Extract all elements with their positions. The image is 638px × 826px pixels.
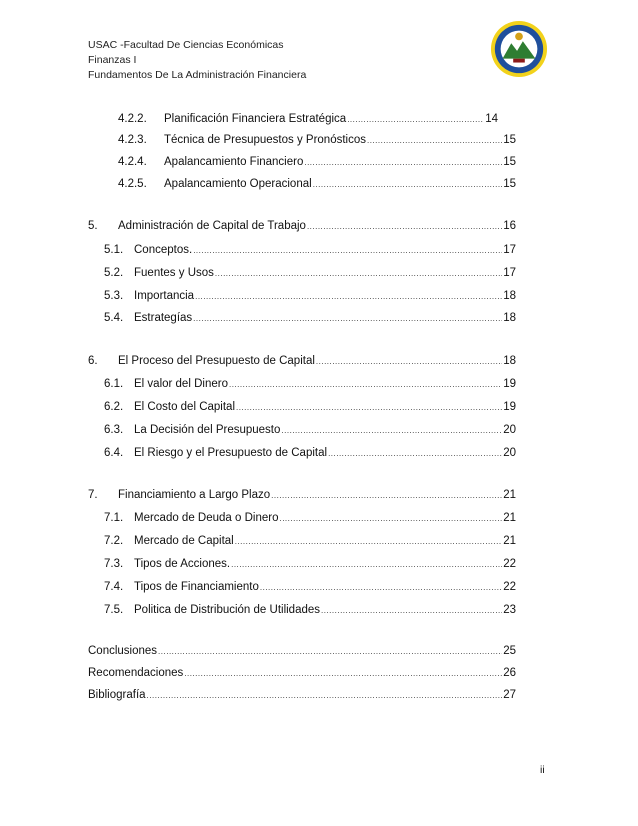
- toc-number: 7.2.: [104, 535, 124, 547]
- toc-leader: [281, 426, 502, 435]
- toc-leader: [158, 647, 502, 656]
- toc-title: Estrategías: [134, 312, 193, 324]
- toc-entry[interactable]: [104, 424, 516, 436]
- toc-page: 27: [503, 689, 516, 701]
- toc-title: La Decisión del Presupuesto: [134, 424, 281, 436]
- toc-leader: [316, 357, 502, 366]
- toc-number: 7.4.: [104, 581, 124, 593]
- toc-title: Recomendaciones: [88, 667, 184, 679]
- toc-number: 7.5.: [104, 604, 124, 616]
- toc-entry[interactable]: [104, 244, 516, 256]
- toc-number: 5.3.: [104, 290, 124, 302]
- toc-page: 22: [503, 558, 516, 570]
- toc-title: Administración de Capital de Trabajo: [118, 220, 306, 232]
- toc-page: 16: [503, 220, 516, 232]
- toc-entry[interactable]: [104, 312, 516, 324]
- toc-leader: [184, 669, 502, 678]
- toc-number: 6.4.: [104, 447, 124, 459]
- toc-title: Apalancamiento Operacional: [164, 178, 312, 190]
- toc-number: 4.2.2.: [118, 113, 147, 125]
- toc-page: 20: [503, 424, 516, 436]
- toc-title: Fuentes y Usos: [134, 267, 214, 279]
- toc-page: 23: [503, 604, 516, 616]
- university-seal-icon: [490, 20, 548, 78]
- page-number: ii: [540, 764, 545, 776]
- toc-entry[interactable]: [104, 290, 516, 302]
- toc-title: El Proceso del Presupuesto de Capital: [118, 355, 315, 367]
- page-header: [88, 38, 306, 83]
- toc-title: Conceptos.: [134, 244, 193, 256]
- toc-page: 18: [503, 355, 516, 367]
- toc-number: 7.: [88, 489, 98, 501]
- toc-number: 7.1.: [104, 512, 124, 524]
- toc-title: El valor del Dinero: [134, 378, 228, 390]
- toc-leader: [229, 380, 502, 389]
- toc-number: 4.2.3.: [118, 134, 147, 146]
- toc-leader: [193, 314, 502, 323]
- toc-entry[interactable]: [104, 267, 516, 279]
- toc-entry[interactable]: [104, 401, 516, 413]
- toc-entry[interactable]: [104, 558, 516, 570]
- toc-entry[interactable]: [88, 355, 516, 367]
- toc-entry[interactable]: [104, 512, 516, 524]
- toc-number: 4.2.5.: [118, 178, 147, 190]
- toc-entry[interactable]: [104, 581, 516, 593]
- toc-page: 21: [503, 489, 516, 501]
- toc-leader: [236, 403, 502, 412]
- toc-leader: [260, 583, 502, 592]
- toc-page: 15: [503, 134, 516, 146]
- toc-title: El Costo del Capital: [134, 401, 235, 413]
- toc-leader: [367, 136, 502, 145]
- toc-number: 5.: [88, 220, 98, 232]
- toc-number: 6.2.: [104, 401, 124, 413]
- toc-title: Importancia: [134, 290, 195, 302]
- toc-entry[interactable]: [118, 156, 516, 168]
- toc-entry[interactable]: [118, 113, 498, 125]
- toc-page: 15: [503, 156, 516, 168]
- toc-number: 5.2.: [104, 267, 124, 279]
- toc-entry[interactable]: [88, 489, 516, 501]
- toc-page: 21: [503, 535, 516, 547]
- toc-entry[interactable]: [88, 220, 516, 232]
- toc-page: 18: [503, 290, 516, 302]
- toc-leader: [313, 180, 503, 189]
- toc-title: Planificación Financiera Estratégica: [164, 113, 347, 125]
- toc-leader: [321, 606, 502, 615]
- toc-leader: [195, 292, 502, 301]
- toc-leader: [271, 491, 502, 500]
- toc-number: 4.2.4.: [118, 156, 147, 168]
- toc-number: 5.1.: [104, 244, 124, 256]
- toc-leader: [193, 246, 502, 255]
- toc-leader: [307, 222, 502, 231]
- toc-entry[interactable]: [88, 689, 516, 701]
- toc-entry[interactable]: [88, 667, 516, 679]
- toc-page: 14: [485, 113, 498, 125]
- toc-page: 22: [503, 581, 516, 593]
- toc-leader: [347, 115, 484, 124]
- toc-leader: [328, 449, 502, 458]
- toc-leader: [231, 560, 502, 569]
- toc-page: 26: [503, 667, 516, 679]
- toc-title: Politica de Distribución de Utilidades: [134, 604, 321, 616]
- toc-entry[interactable]: [118, 178, 516, 190]
- toc-page: 19: [503, 378, 516, 390]
- toc-number: 5.4.: [104, 312, 124, 324]
- toc-page: 20: [503, 447, 516, 459]
- toc-title: Tipos de Financiamiento: [134, 581, 259, 593]
- toc-page: 19: [503, 401, 516, 413]
- toc-page: 21: [503, 512, 516, 524]
- toc-title: Bibliografía: [88, 689, 146, 701]
- header-institution: USAC -Facultad De Ciencias Económicas: [88, 39, 284, 51]
- toc-title: Mercado de Capital: [134, 535, 234, 547]
- toc-number: 6.1.: [104, 378, 124, 390]
- toc-page: 17: [503, 244, 516, 256]
- toc-title: Mercado de Deuda o Dinero: [134, 512, 279, 524]
- toc-entry[interactable]: [104, 604, 516, 616]
- toc-entry[interactable]: [104, 378, 516, 390]
- header-topic: Fundamentos De La Administración Financiera: [88, 69, 307, 81]
- toc-entry[interactable]: [104, 447, 516, 459]
- toc-page: 25: [503, 645, 516, 657]
- toc-title: El Riesgo y el Presupuesto de Capital: [134, 447, 328, 459]
- toc-title: Conclusiones: [88, 645, 158, 657]
- toc-leader: [215, 269, 502, 278]
- toc-title: Tipos de Acciones.: [134, 558, 231, 570]
- toc-leader: [279, 514, 502, 523]
- toc-leader: [304, 158, 502, 167]
- toc-page: 15: [503, 178, 516, 190]
- header-course: Finanzas I: [88, 54, 137, 66]
- toc-number: 6.3.: [104, 424, 124, 436]
- toc-entry[interactable]: [88, 645, 516, 657]
- toc-title: Apalancamiento Financiero: [164, 156, 304, 168]
- toc-title: Técnica de Presupuestos y Pronósticos: [164, 134, 366, 146]
- toc-leader: [235, 537, 502, 546]
- toc-entry[interactable]: [118, 134, 516, 146]
- toc-title: Financiamiento a Largo Plazo: [118, 489, 271, 501]
- toc-page: 18: [503, 312, 516, 324]
- toc-leader: [147, 691, 503, 700]
- toc-entry[interactable]: [104, 535, 516, 547]
- toc-number: 6.: [88, 355, 98, 367]
- toc-number: 7.3.: [104, 558, 124, 570]
- toc-page: 17: [503, 267, 516, 279]
